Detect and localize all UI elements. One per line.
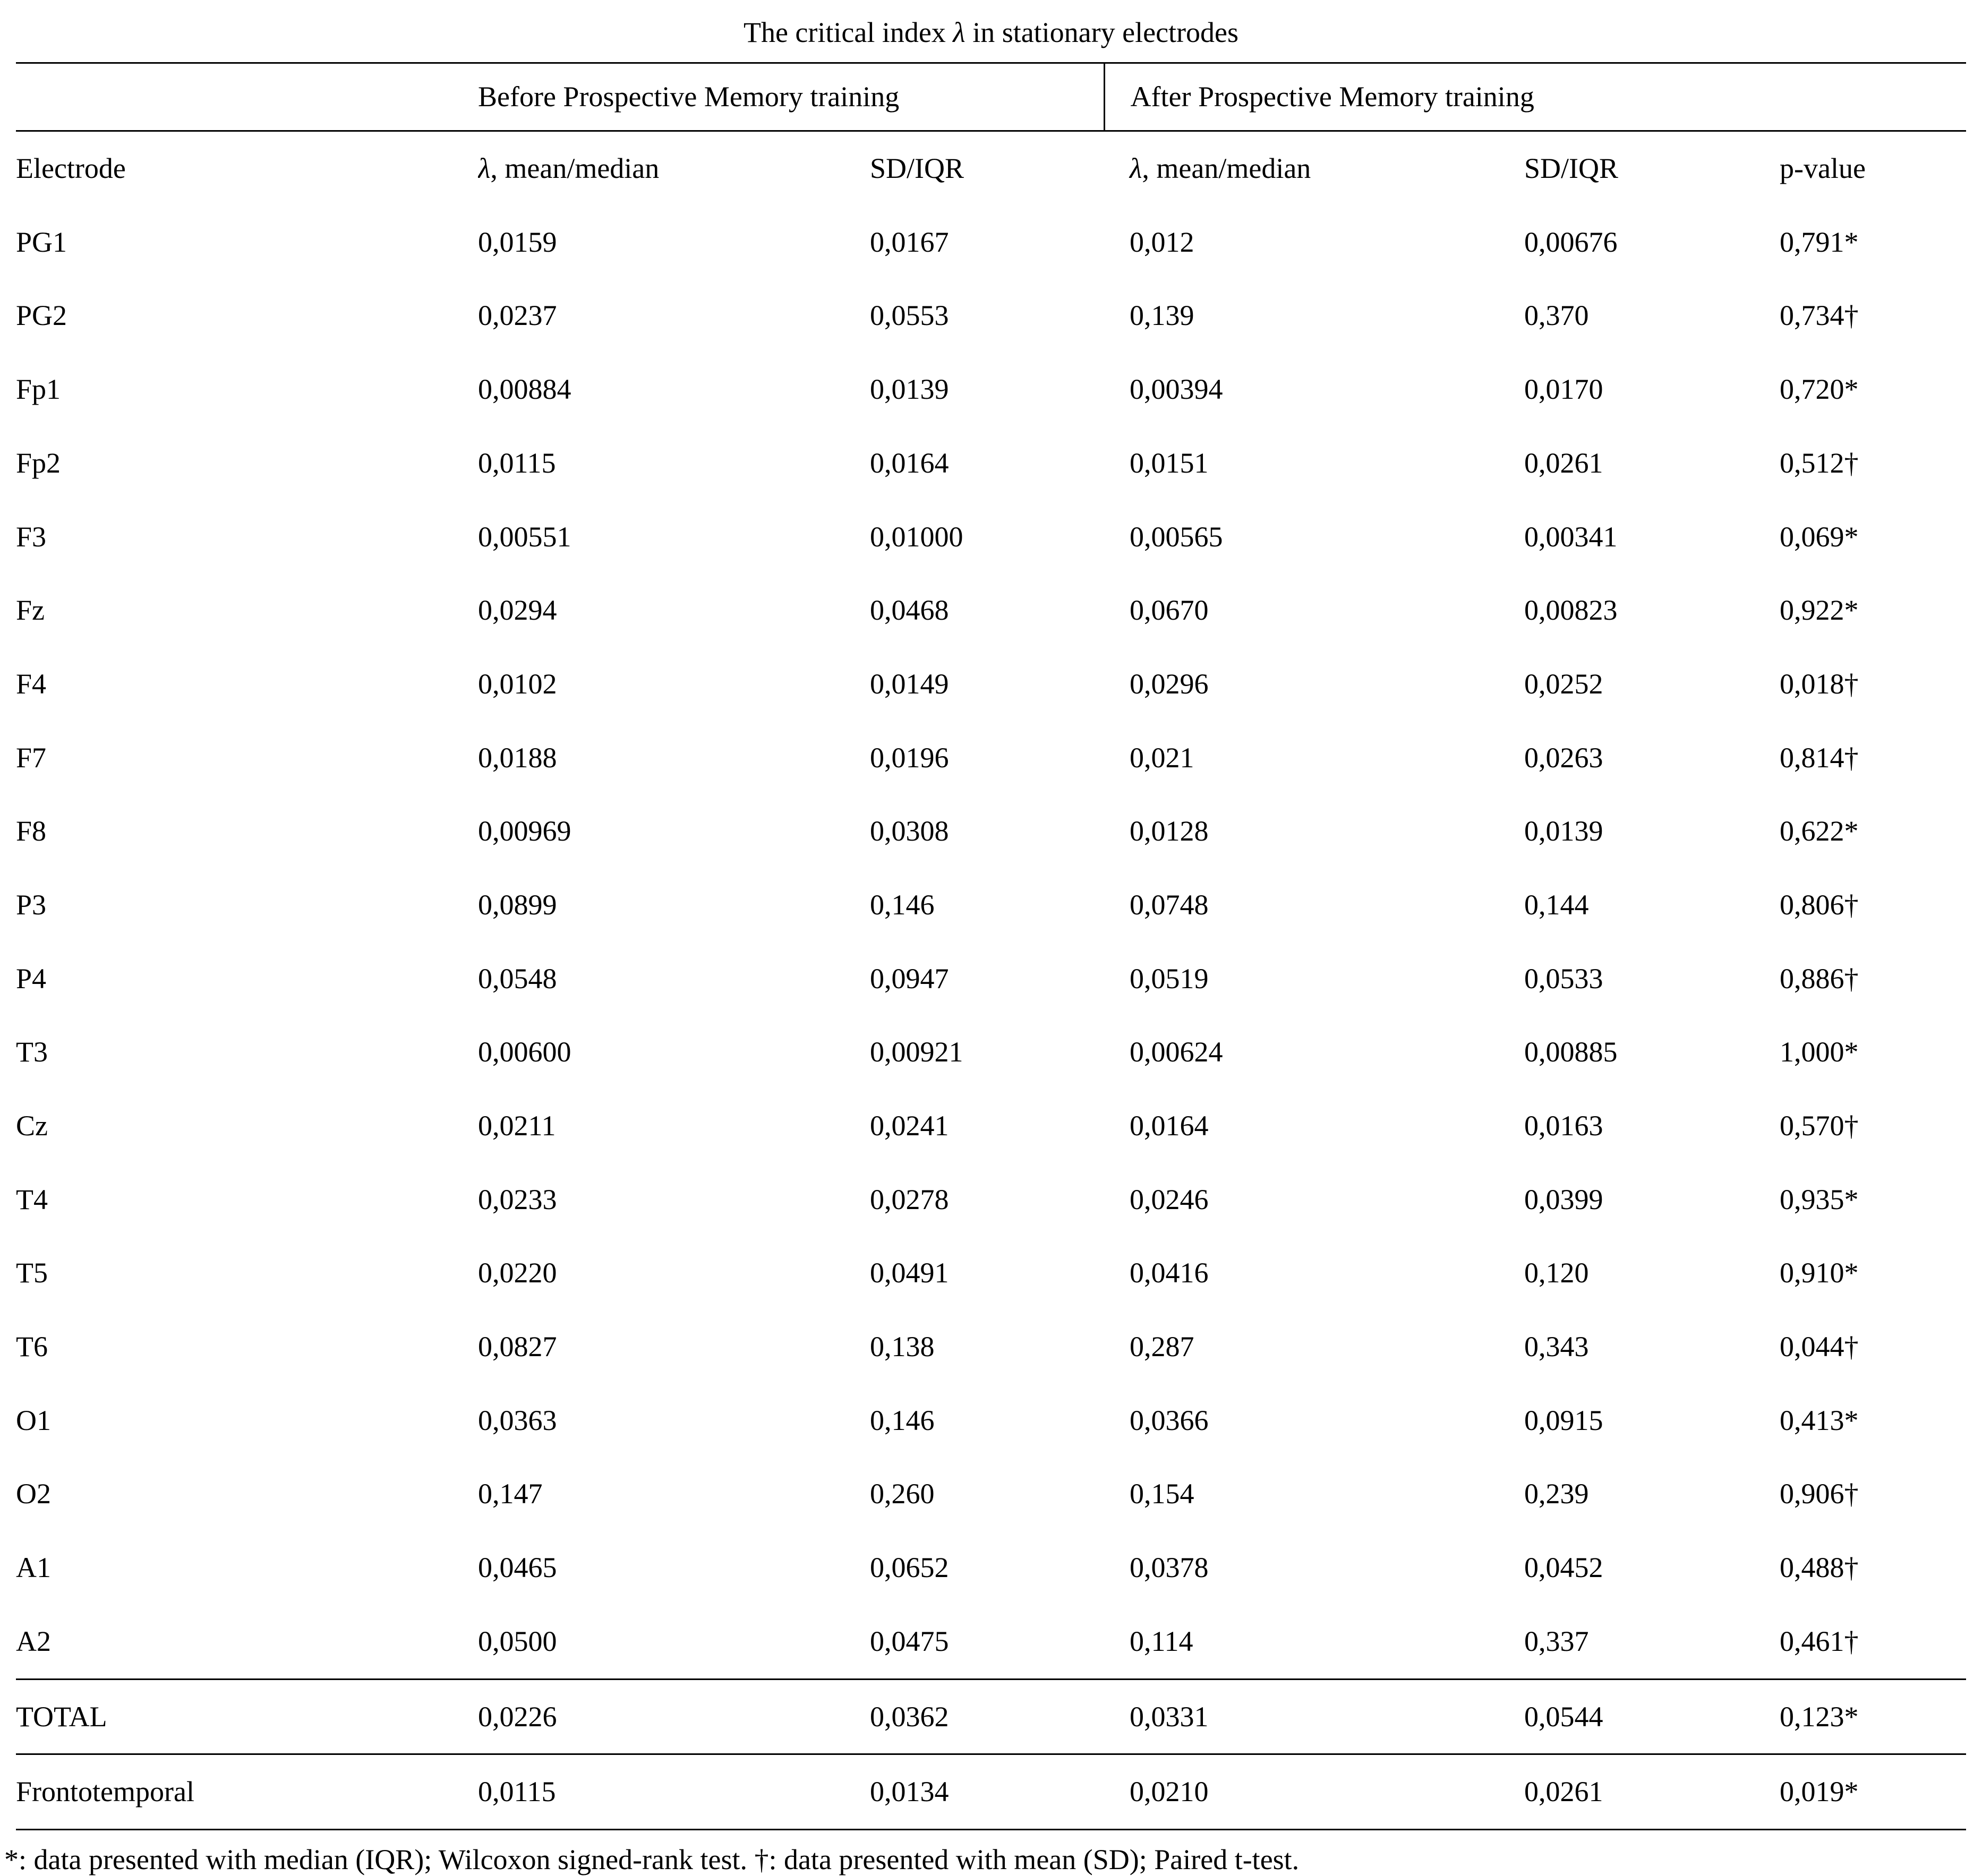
electrode-cell: P3 <box>16 888 47 921</box>
table-row <box>16 1089 1966 1163</box>
after-sd-cell: 0,0533 <box>1524 962 1603 995</box>
p-cell: 0,044† <box>1780 1331 1859 1363</box>
after-mean-cell: 0,0164 <box>1130 1110 1209 1142</box>
column-header-after-sd-iqr: SD/IQR <box>1524 152 1619 185</box>
table-row <box>16 500 1966 574</box>
before-mean-cell: 0,0548 <box>478 962 557 995</box>
after-mean-cell: 0,287 <box>1130 1331 1194 1363</box>
table-row <box>16 1310 1966 1384</box>
table-row <box>16 794 1966 868</box>
table-title <box>16 10 1966 62</box>
before-mean-cell: 0,0211 <box>478 1110 556 1142</box>
p-cell: 0,791* <box>1780 226 1859 258</box>
table-row <box>16 426 1966 500</box>
lambda-symbol: λ <box>1130 152 1142 185</box>
table-row <box>16 205 1966 279</box>
p-cell: 0,935* <box>1780 1183 1859 1215</box>
frontotemporal-p-value-cell: 0,019* <box>1780 1754 1966 1830</box>
before-mean-cell: 0,0102 <box>478 667 557 700</box>
frontotemporal-row <box>16 1754 1966 1830</box>
table-row <box>16 1531 1966 1605</box>
electrode-cell: F8 <box>16 815 47 847</box>
before-sd-cell: 0,146 <box>870 1404 935 1436</box>
after-mean-cell: 0,114 <box>1130 1625 1193 1657</box>
after-mean-cell: 0,0296 <box>1130 667 1209 700</box>
title-prefix: The critical index <box>743 16 953 48</box>
after-sd-cell: 0,239 <box>1524 1478 1589 1510</box>
after-mean-cell: 0,0151 <box>1130 447 1209 479</box>
after-sd-cell: 0,120 <box>1524 1257 1589 1289</box>
before-sd-cell: 0,00921 <box>870 1036 963 1068</box>
table-footnote: *: data presented with median (IQR); Wilcoxon signed-rank test. †: data presented with mean (SD); Paired t-test. <box>4 1843 1300 1875</box>
p-cell: 0,720* <box>1780 373 1859 406</box>
column-header-electrode: Electrode <box>16 152 126 185</box>
before-mean-cell: 0,0159 <box>478 226 557 258</box>
p-cell: 0,806† <box>1780 888 1859 921</box>
frontotemporal-after-mean-cell: 0,0210 <box>1104 1754 1524 1830</box>
total-before-mean-cell: 0,0226 <box>478 1679 870 1754</box>
after-sd-cell: 0,0139 <box>1524 815 1603 847</box>
after-sd-cell: 0,343 <box>1524 1331 1589 1363</box>
table-row <box>16 721 1966 795</box>
before-sd-cell: 0,0553 <box>870 299 949 332</box>
after-sd-cell: 0,0452 <box>1524 1552 1603 1584</box>
group-header-after: After Prospective Memory training <box>1104 63 1966 131</box>
before-sd-cell: 0,01000 <box>870 520 963 553</box>
table-row <box>16 573 1966 647</box>
after-sd-cell: 0,0399 <box>1524 1183 1603 1215</box>
after-sd-cell: 0,370 <box>1524 299 1589 332</box>
table-row <box>16 1384 1966 1458</box>
after-mean-cell: 0,021 <box>1130 741 1194 774</box>
after-mean-cell: 0,139 <box>1130 299 1194 332</box>
table-row <box>16 1236 1966 1310</box>
group-header-row <box>16 63 1966 131</box>
after-mean-cell: 0,00565 <box>1130 520 1223 553</box>
before-mean-cell: 0,00551 <box>478 520 571 553</box>
before-mean-cell: 0,0363 <box>478 1404 557 1436</box>
after-sd-cell: 0,144 <box>1524 888 1589 921</box>
electrode-cell: P4 <box>16 962 47 995</box>
column-header-row <box>16 131 1966 205</box>
before-mean-cell: 0,00884 <box>478 373 571 406</box>
before-sd-cell: 0,0947 <box>870 962 949 995</box>
electrode-cell: Cz <box>16 1110 48 1142</box>
group-header-before: Before Prospective Memory training <box>478 63 1104 131</box>
p-cell: 0,734† <box>1780 299 1859 332</box>
before-sd-cell: 0,260 <box>870 1478 935 1510</box>
p-cell: 0,069* <box>1780 520 1859 553</box>
frontotemporal-before-sd-cell: 0,0134 <box>870 1754 1104 1830</box>
before-mean-cell: 0,0233 <box>478 1183 557 1215</box>
p-cell: 0,512† <box>1780 447 1859 479</box>
before-mean-cell: 0,0294 <box>478 594 557 627</box>
table-row <box>16 868 1966 942</box>
after-mean-cell: 0,00394 <box>1130 373 1223 406</box>
electrode-cell: F4 <box>16 667 47 700</box>
table-row <box>16 1163 1966 1237</box>
electrode-stats-table <box>16 62 1966 1830</box>
before-sd-cell: 0,0196 <box>870 741 949 774</box>
before-sd-cell: 0,0652 <box>870 1552 949 1584</box>
table-row <box>16 279 1966 353</box>
p-cell: 0,910* <box>1780 1257 1859 1289</box>
after-sd-cell: 0,337 <box>1524 1625 1589 1657</box>
before-mean-cell: 0,0220 <box>478 1257 557 1289</box>
p-cell: 0,488† <box>1780 1552 1859 1584</box>
before-mean-cell: 0,0465 <box>478 1552 557 1584</box>
before-sd-cell: 0,0149 <box>870 667 949 700</box>
after-mean-cell: 0,0246 <box>1130 1183 1209 1215</box>
frontotemporal-after-sd-cell: 0,0261 <box>1524 1754 1780 1830</box>
total-electrode-cell: TOTAL <box>16 1679 478 1754</box>
electrode-cell: Fp2 <box>16 447 61 479</box>
electrode-cell: T3 <box>16 1036 48 1068</box>
column-header-p-value: p-value <box>1780 152 1866 185</box>
after-sd-cell: 0,00885 <box>1524 1036 1618 1068</box>
before-sd-cell: 0,0475 <box>870 1625 949 1657</box>
lambda-symbol: λ <box>478 152 491 185</box>
frontotemporal-before-mean-cell: 0,0115 <box>478 1754 870 1830</box>
before-sd-cell: 0,138 <box>870 1331 935 1363</box>
table-row <box>16 647 1966 721</box>
before-mean-cell: 0,00600 <box>478 1036 571 1068</box>
total-after-mean-cell: 0,0331 <box>1104 1679 1524 1754</box>
before-sd-cell: 0,0164 <box>870 447 949 479</box>
lambda-label-rest: , mean/median <box>490 152 660 185</box>
p-cell: 0,814† <box>1780 741 1859 774</box>
after-sd-cell: 0,00823 <box>1524 594 1618 627</box>
after-sd-cell: 0,0170 <box>1524 373 1603 406</box>
before-mean-cell: 0,0188 <box>478 741 557 774</box>
after-sd-cell: 0,0252 <box>1524 667 1603 700</box>
before-mean-cell: 0,0500 <box>478 1625 557 1657</box>
total-before-sd-cell: 0,0362 <box>870 1679 1104 1754</box>
electrode-cell: T5 <box>16 1257 48 1289</box>
p-cell: 0,886† <box>1780 962 1859 995</box>
after-mean-cell: 0,012 <box>1130 226 1194 258</box>
title-lambda-symbol: λ <box>953 16 966 48</box>
electrode-cell: F3 <box>16 520 47 553</box>
column-header-after-lambda <box>1104 131 1524 205</box>
before-mean-cell: 0,147 <box>478 1478 543 1510</box>
after-sd-cell: 0,00341 <box>1524 520 1618 553</box>
table-row <box>16 1457 1966 1531</box>
electrode-cell: A1 <box>16 1552 51 1584</box>
total-after-sd-cell: 0,0544 <box>1524 1679 1780 1754</box>
title-suffix: in stationary electrodes <box>965 16 1239 48</box>
before-sd-cell: 0,0278 <box>870 1183 949 1215</box>
after-mean-cell: 0,0128 <box>1130 815 1209 847</box>
electrode-cell: T4 <box>16 1183 48 1215</box>
before-sd-cell: 0,0139 <box>870 373 949 406</box>
after-mean-cell: 0,0366 <box>1130 1404 1209 1436</box>
electrode-cell: PG2 <box>16 299 67 332</box>
p-cell: 0,906† <box>1780 1478 1859 1510</box>
electrode-cell: PG1 <box>16 226 67 258</box>
after-mean-cell: 0,00624 <box>1130 1036 1223 1068</box>
after-sd-cell: 0,0263 <box>1524 741 1603 774</box>
p-cell: 0,018† <box>1780 667 1859 700</box>
before-mean-cell: 0,0827 <box>478 1331 557 1363</box>
after-mean-cell: 0,0519 <box>1130 962 1209 995</box>
before-sd-cell: 0,146 <box>870 888 935 921</box>
before-mean-cell: 0,00969 <box>478 815 571 847</box>
p-cell: 0,413* <box>1780 1404 1859 1436</box>
table-row <box>16 1015 1966 1089</box>
after-mean-cell: 0,154 <box>1130 1478 1194 1510</box>
lambda-label-rest: , mean/median <box>1142 152 1311 185</box>
after-mean-cell: 0,0416 <box>1130 1257 1209 1289</box>
before-sd-cell: 0,0491 <box>870 1257 949 1289</box>
p-cell: 0,622* <box>1780 815 1859 847</box>
electrode-cell: Fz <box>16 594 45 627</box>
table-row <box>16 942 1966 1016</box>
group-header-empty-cell <box>16 63 478 131</box>
total-row <box>16 1679 1966 1754</box>
column-header-before-lambda <box>478 131 870 205</box>
before-sd-cell: 0,0167 <box>870 226 949 258</box>
before-sd-cell: 0,0241 <box>870 1110 949 1142</box>
electrode-cell: F7 <box>16 741 47 774</box>
electrode-cell: T6 <box>16 1331 48 1363</box>
p-cell: 0,570† <box>1780 1110 1859 1142</box>
column-header-before-sd-iqr: SD/IQR <box>870 152 964 185</box>
after-sd-cell: 0,0261 <box>1524 447 1603 479</box>
table-row <box>16 353 1966 426</box>
after-sd-cell: 0,00676 <box>1524 226 1618 258</box>
electrode-cell: Fp1 <box>16 373 61 406</box>
table-row <box>16 1605 1966 1679</box>
before-sd-cell: 0,0308 <box>870 815 949 847</box>
before-sd-cell: 0,0468 <box>870 594 949 627</box>
after-sd-cell: 0,0915 <box>1524 1404 1603 1436</box>
frontotemporal-electrode-cell: Frontotemporal <box>16 1754 478 1830</box>
table-body <box>16 205 1966 1679</box>
p-cell: 0,461† <box>1780 1625 1859 1657</box>
table-summary-body <box>16 1679 1966 1829</box>
after-mean-cell: 0,0748 <box>1130 888 1209 921</box>
electrode-cell: A2 <box>16 1625 51 1657</box>
before-mean-cell: 0,0115 <box>478 447 556 479</box>
electrode-cell: O1 <box>16 1404 51 1436</box>
after-sd-cell: 0,0163 <box>1524 1110 1603 1142</box>
after-mean-cell: 0,0670 <box>1130 594 1209 627</box>
before-mean-cell: 0,0237 <box>478 299 557 332</box>
after-mean-cell: 0,0378 <box>1130 1552 1209 1584</box>
before-mean-cell: 0,0899 <box>478 888 557 921</box>
p-cell: 0,922* <box>1780 594 1859 627</box>
total-p-value-cell: 0,123* <box>1780 1679 1966 1754</box>
p-cell: 1,000* <box>1780 1036 1859 1068</box>
electrode-cell: O2 <box>16 1478 51 1510</box>
